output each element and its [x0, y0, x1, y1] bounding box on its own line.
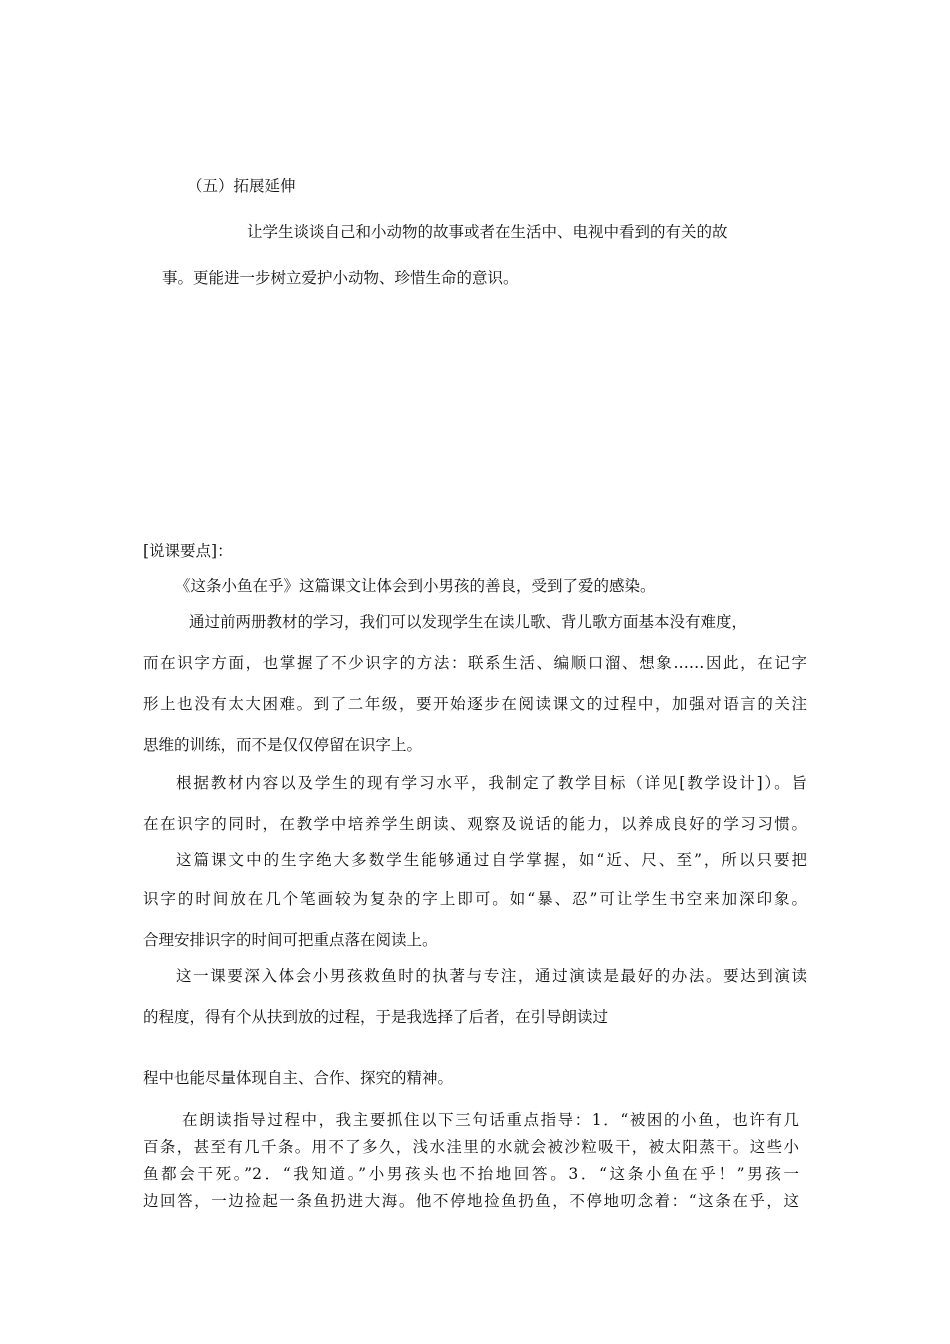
paragraph-line: 的程度，得有个从扶到放的过程，于是我选择了后者，在引导朗读过 [143, 1008, 609, 1026]
paragraph-line: 让学生谈谈自己和小动物的故事或者在生活中、电视中看到的有关的故 [247, 223, 728, 241]
paragraph-line: 形上也没有太大困难。到了二年级，要开始逐步在阅读课文的过程中，加强对语言的关注 [143, 695, 807, 713]
section-heading: （五）拓展延伸 [187, 177, 296, 195]
paragraph-line: 合理安排识字的时间可把重点落在阅读上。 [143, 931, 438, 949]
paragraph-line: 事。更能进一步树立爱护小动物、珍惜生命的意识。 [162, 269, 519, 287]
paragraph-line: 边回答，一边捡起一条鱼扔进大海。他不停地捡鱼扔鱼，不停地叨念着：“这条在乎，这 [143, 1192, 799, 1210]
paragraph-line: 根据教材内容以及学生的现有学习水平，我制定了教学目标（详见[教学设计]）。旨 [176, 774, 807, 792]
paragraph-line: 鱼都会干死。”2．“我知道。”小男孩头也不抬地回答。3．“这条小鱼在乎！”男孩一 [143, 1165, 799, 1183]
paragraph-line: 在在识字的同时，在教学中培养学生朗读、观察及说话的能力，以养成良好的学习习惯。 [143, 815, 807, 833]
paragraph-line: 程中也能尽量体现自主、合作、探究的精神。 [143, 1069, 454, 1087]
paragraph-line: 识字的时间放在几个笔画较为复杂的字上即可。如“暴、忍”可让学生书空来加深印象。 [143, 890, 807, 908]
paragraph-line: 这篇课文中的生字绝大多数学生能够通过自学掌握，如“近、尺、至”，所以只要把 [176, 851, 807, 869]
paragraph-line: 这一课要深入体会小男孩救鱼时的执著与专注，通过演读是最好的办法。要达到演读 [176, 967, 807, 985]
lecture-heading: [说课要点]： [143, 542, 233, 560]
paragraph-line: 通过前两册教材的学习，我们可以发现学生在读儿歌、背儿歌方面基本没有难度， [189, 613, 748, 631]
paragraph-line: 而在识字方面，也掌握了不少识字的方法：联系生活、编顺口溜、想象……因此，在记字 [143, 654, 807, 672]
paragraph-line: 在朗读指导过程中，我主要抓住以下三句话重点指导：1．“被困的小鱼，也许有几 [182, 1111, 799, 1129]
paragraph-line: 思维的训练，而不是仅仅停留在识字上。 [143, 736, 423, 754]
paragraph-line: 百条，甚至有几千条。用不了多久，浅水洼里的水就会被沙粒吸干，被太阳蒸干。这些小 [143, 1138, 799, 1156]
paragraph-line: 《这条小鱼在乎》这篇课文让体会到小男孩的善良，受到了爱的感染。 [175, 577, 656, 595]
